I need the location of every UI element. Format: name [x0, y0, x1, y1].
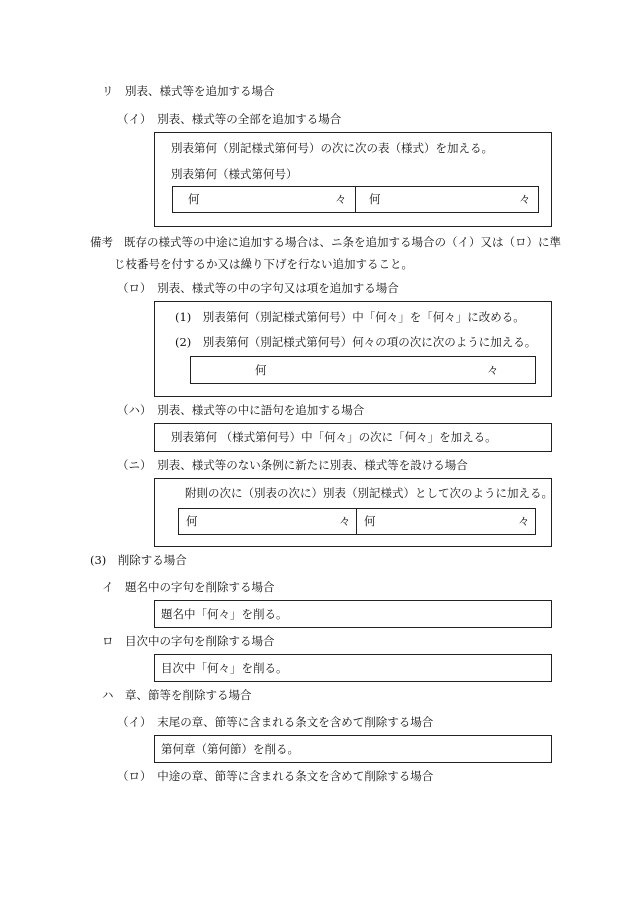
example-box-ha	[154, 423, 552, 452]
table-cell: 々	[339, 514, 351, 528]
table-cell: 何	[255, 363, 267, 377]
example-box-i	[154, 132, 552, 227]
example-item: (2) 別表第何（別記様式第何号）何々の項の次に次のように加える。	[175, 335, 537, 349]
table-cell: 何	[186, 514, 198, 528]
divider	[355, 187, 356, 212]
note-line: じ枝番号を付するか又は繰り下げを行ない追加すること。	[114, 257, 413, 271]
table-cell: 々	[519, 192, 531, 206]
example-box-delete-ro	[154, 654, 552, 682]
table-cell: 々	[487, 363, 499, 377]
table-row	[172, 186, 539, 213]
subsection-ni-heading: （ニ） 別表、様式等のない条例に新たに別表、様式等を設ける場合	[117, 458, 468, 472]
subsection-i-heading: （イ） 別表、様式等の全部を追加する場合	[117, 112, 342, 126]
example-line: 附則の次に（別表の次に）別表（別記様式）として次のように加える。	[185, 486, 553, 500]
example-item: (1) 別表第何（別記様式第何号）中「何々」を「何々」に改める。	[175, 310, 525, 324]
example-box-delete-i	[154, 600, 552, 628]
example-line: 題名中「何々」を削る。	[161, 607, 288, 621]
example-line: 別表第何 （様式第何号）中「何々」の次に「何々」を加える。	[171, 430, 497, 444]
delete-ha-sub-i-heading: （イ） 末尾の章、節等に含まれる条文を含めて削除する場合	[117, 715, 434, 729]
example-box-delete-ha-i	[154, 735, 552, 763]
delete-i-heading: イ 題名中の字句を削除する場合	[102, 580, 275, 594]
delete-ha-heading: ハ 章、節等を削除する場合	[102, 688, 252, 702]
section-ri-heading: リ 別表、様式等を追加する場合	[102, 84, 275, 98]
table-cell: 々	[335, 192, 347, 206]
table-row	[190, 356, 536, 384]
subsection-ha-heading: （ハ） 別表、様式等の中に語句を追加する場合	[117, 403, 365, 417]
subsection-ro-heading: （ロ） 別表、様式等の中の字句又は項を追加する場合	[117, 281, 399, 295]
divider	[356, 509, 357, 534]
example-line: 目次中「何々」を削る。	[161, 661, 288, 675]
example-box-ro	[154, 301, 552, 397]
table-cell: 何	[188, 192, 200, 206]
table-cell: 何	[364, 514, 376, 528]
table-row	[178, 508, 536, 535]
example-box-ni	[154, 478, 552, 547]
table-cell: 何	[369, 192, 381, 206]
delete-ha-sub-ro-heading: （ロ） 中途の章、節等に含まれる条文を含めて削除する場合	[117, 769, 434, 783]
example-line: 別表第何（様式第何号）	[171, 167, 298, 181]
note-label: 備考	[90, 235, 113, 249]
table-cell: 々	[518, 514, 530, 528]
delete-ro-heading: ロ 目次中の字句を削除する場合	[102, 634, 275, 648]
example-line: 第何章（第何節）を削る。	[161, 742, 299, 756]
note-line: 既存の様式等の中途に追加する場合は、ニ条を追加する場合の（イ）又は（ロ）に準	[124, 235, 561, 249]
section-delete-heading: (3) 削除する場合	[90, 553, 187, 567]
example-line: 別表第何（別記様式第何号）の次に次の表（様式）を加える。	[171, 141, 493, 155]
